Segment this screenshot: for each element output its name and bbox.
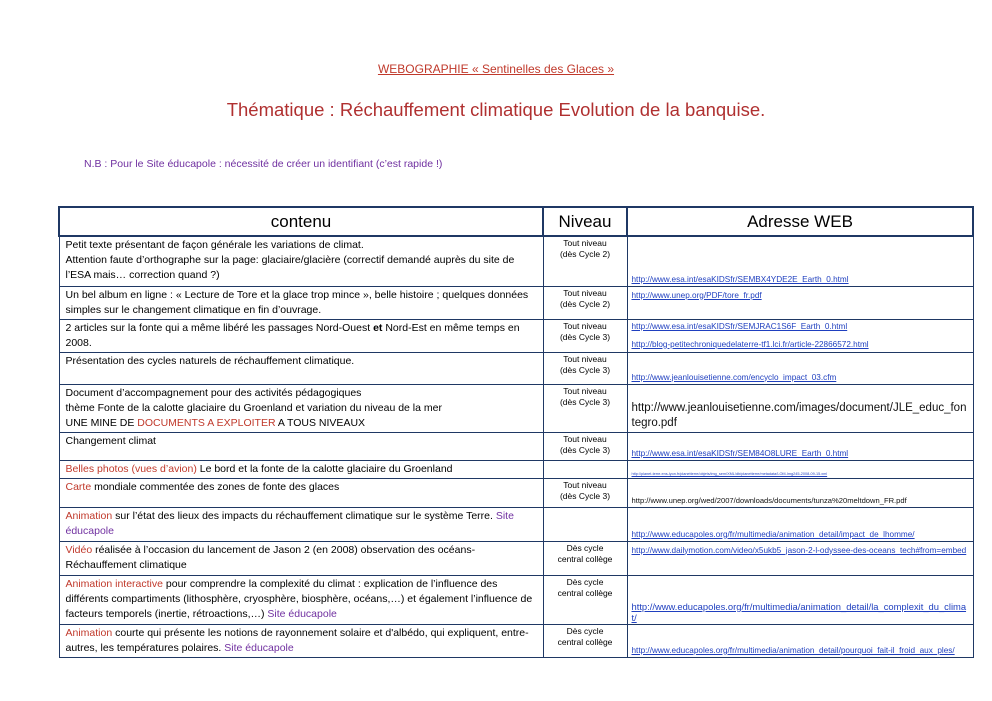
content-highlight: Carte (65, 480, 92, 493)
level-label: Dès cycle (566, 625, 604, 636)
table-row (59, 460, 973, 478)
url-cell (627, 384, 973, 432)
url-cell (627, 319, 973, 352)
content-highlight: Animation (65, 626, 113, 639)
content-highlight: Belles photos (vues d’avion) (65, 462, 197, 475)
level-cell (543, 384, 627, 432)
site-educapole-label: Site éducapole (224, 641, 294, 654)
level-label: Tout niveau (563, 479, 607, 490)
content-cell (59, 286, 543, 319)
table-row (59, 575, 973, 624)
level-label: Tout niveau (563, 238, 607, 248)
content-text: Attention faute d’orthographe sur la page: glaciaire/glacière (correctif demandé auprès du site de l’ESA mais… correction quand ?) (65, 254, 515, 281)
table-row (59, 319, 973, 352)
level-cycle: (dès Cycle 2) (559, 298, 611, 309)
table-row (59, 478, 973, 507)
level-label: Tout niveau (563, 433, 607, 444)
content-text: Présentation des cycles naturels de réchauffement climatique. (65, 354, 355, 367)
content-text: Petit texte présentant de façon générale les variations de climat. (65, 239, 364, 251)
level-cycle: (dès Cycle 3) (559, 444, 611, 455)
content-cell (59, 478, 543, 507)
url-cell (627, 624, 973, 657)
level-cycle: central collège (557, 636, 613, 647)
table-header-row (59, 207, 973, 236)
content-text: Changement climat (65, 434, 156, 447)
content-text: pour comprendre la complexité du climat : explication de l’influence des différents compartiments (lithosphère, cryosphère, biosphère, océans,…) et également l’influence de facteurs temporels (inertie, rétroactions,…) (65, 577, 533, 620)
url-cell (627, 352, 973, 384)
url-cell (627, 236, 973, 286)
content-text: 2 articles sur la fonte qui a même libéré les passages Nord-Ouest (65, 321, 374, 334)
content-text: réalisée à l’occasion du lancement de Jason 2 (en 2008) observation des océans- Réchauffement climatique (65, 543, 476, 571)
level-label: Dès cycle (566, 576, 604, 587)
level-cycle: (dès Cycle 2) (559, 249, 611, 259)
url-cell (627, 478, 973, 507)
web-link[interactable]: http://www.unep.org/PDF/tore_fr.pdf (631, 290, 762, 300)
content-text: Le bord et la fonte de la calotte glaciaire du Groenland (196, 462, 453, 475)
table-row (59, 432, 973, 460)
content-cell (59, 384, 543, 432)
web-link[interactable]: http://blog-petitechroniquedelaterre-tf1.lci.fr/article-22866572.html (631, 339, 869, 349)
level-cycle: central collège (557, 553, 613, 564)
web-link[interactable]: http://www.educapoles.org/fr/multimedia/animation_detail/impact_de_lhomme/ (631, 529, 915, 539)
web-address-plain: http://www.jeanlouisetienne.com/images/document/JLE_educ_fontegro.pdf (631, 401, 967, 429)
content-text: courte qui présente les notions de rayonnement solaire et d'albédo, qui expliquent, entre-autres, les températures polaires. (65, 626, 529, 654)
level-cycle: (dès Cycle 3) (559, 331, 611, 342)
web-link[interactable]: http://www.esa.int/esaKIDSfr/SEM84O8LURE_Earth_0.html (631, 448, 849, 458)
web-address-plain: http://www.unep.org/wed/2007/downloads/documents/tunza%20meltdown_FR.pdf (631, 495, 907, 505)
nb-note: N.B : Pour le Site éducapole : nécessité de créer un identifiant (c’est rapide !) (84, 158, 443, 170)
table-row (59, 352, 973, 384)
thematique-title: Thématique : Réchauffement climatique Evolution de la banquise. (226, 99, 766, 120)
table-row (59, 384, 973, 432)
web-link[interactable]: http://www.educapoles.org/fr/multimedia/animation_detail/pourquoi_fait-il_froid_aux_ples/ (631, 645, 955, 655)
level-cell (543, 236, 627, 286)
level-cell (543, 460, 627, 478)
content-cell (59, 541, 543, 575)
level-cell (543, 286, 627, 319)
content-text: Un bel album en ligne : « Lecture de Tore et la glace trop mince », belle histoire ; quelques données simples sur le changement climatique en fin d’ouvrage. (65, 288, 529, 316)
web-link[interactable]: http://planet-terre.ens-lyon.fr/planetterre/objets/img_sem/XML/db/planetterre/metadata/LOM-Img245-2008-09-15.xml (631, 471, 828, 476)
table-row (59, 507, 973, 541)
content-highlight: Vidéo (65, 543, 93, 556)
level-label: Tout niveau (563, 320, 607, 331)
web-link[interactable]: http://www.dailymotion.com/video/x5ukb5_jason-2-l-odyssee-des-oceans_tech#from=embed (631, 545, 967, 555)
url-cell (627, 575, 973, 624)
content-cell (59, 319, 543, 352)
url-cell (627, 541, 973, 575)
webographie-title: WEBOGRAPHIE « Sentinelles des Glaces » (377, 62, 615, 76)
header-adresse-web: Adresse WEB (627, 207, 973, 236)
content-text: Document d’accompagnement pour des activités pédagogiques (65, 386, 362, 399)
url-cell (627, 286, 973, 319)
content-text: UNE MINE DE (65, 416, 138, 429)
level-cell (543, 319, 627, 352)
content-cell (59, 575, 543, 624)
content-text: mondiale commentée des zones de fonte des glaces (91, 480, 340, 493)
content-text: sur l’état des lieux des impacts du réchauffement climatique sur le système Terre. (112, 509, 496, 522)
web-link[interactable]: http://www.educapoles.org/fr/multimedia/animation_detail/la_complexit_du_climat/ (631, 600, 967, 623)
level-cell (543, 541, 627, 575)
url-cell (627, 460, 973, 478)
web-link[interactable]: http://www.esa.int/esaKIDSfr/SEMBX4YDE2E_Earth_0.html (631, 274, 849, 284)
content-highlight: Animation interactive (65, 577, 163, 590)
table-row (59, 286, 973, 319)
level-cycle: (dès Cycle 3) (559, 364, 611, 375)
level-label: Tout niveau (563, 287, 607, 298)
webography-table (58, 206, 974, 658)
web-link[interactable]: http://www.esa.int/esaKIDSfr/SEMJRAC1S6F_Earth_0.html (631, 321, 848, 331)
content-highlight: Animation (65, 509, 113, 522)
web-link[interactable]: http://www.jeanlouisetienne.com/encyclo_impact_03.cfm (631, 372, 837, 382)
content-text: Nord-Est en même temps en 2008. (65, 321, 520, 349)
site-educapole-label: Site éducapole (65, 509, 514, 537)
content-cell (59, 352, 543, 384)
table-row (59, 541, 973, 575)
level-label: Dès cycle (566, 542, 604, 553)
level-label: Tout niveau (563, 353, 607, 364)
level-label: Tout niveau (563, 385, 607, 396)
content-bold: et (373, 321, 383, 334)
content-text: thème Fonte de la calotte glaciaire du Groenland et variation du niveau de la mer (65, 401, 442, 414)
site-educapole-label: Site éducapole (267, 607, 337, 620)
level-cell (543, 575, 627, 624)
level-cell (543, 624, 627, 657)
table-row (59, 236, 973, 286)
content-cell (59, 624, 543, 657)
content-cell (59, 507, 543, 541)
content-highlight: DOCUMENTS A EXPLOITER (137, 416, 276, 429)
content-cell (59, 432, 543, 460)
level-cell (543, 478, 627, 507)
header-contenu: contenu (59, 207, 543, 236)
content-text: A TOUS NIVEAUX (275, 416, 366, 429)
content-cell (59, 236, 543, 286)
url-cell (627, 507, 973, 541)
header-niveau: Niveau (543, 207, 627, 236)
level-cycle: (dès Cycle 3) (559, 490, 611, 501)
table-row (59, 624, 973, 657)
level-cycle: central collège (557, 587, 613, 598)
content-cell (59, 460, 543, 478)
url-cell (627, 432, 973, 460)
level-cell (543, 352, 627, 384)
level-cycle: (dès Cycle 3) (559, 396, 611, 407)
level-cell (543, 432, 627, 460)
level-cell (543, 507, 627, 541)
